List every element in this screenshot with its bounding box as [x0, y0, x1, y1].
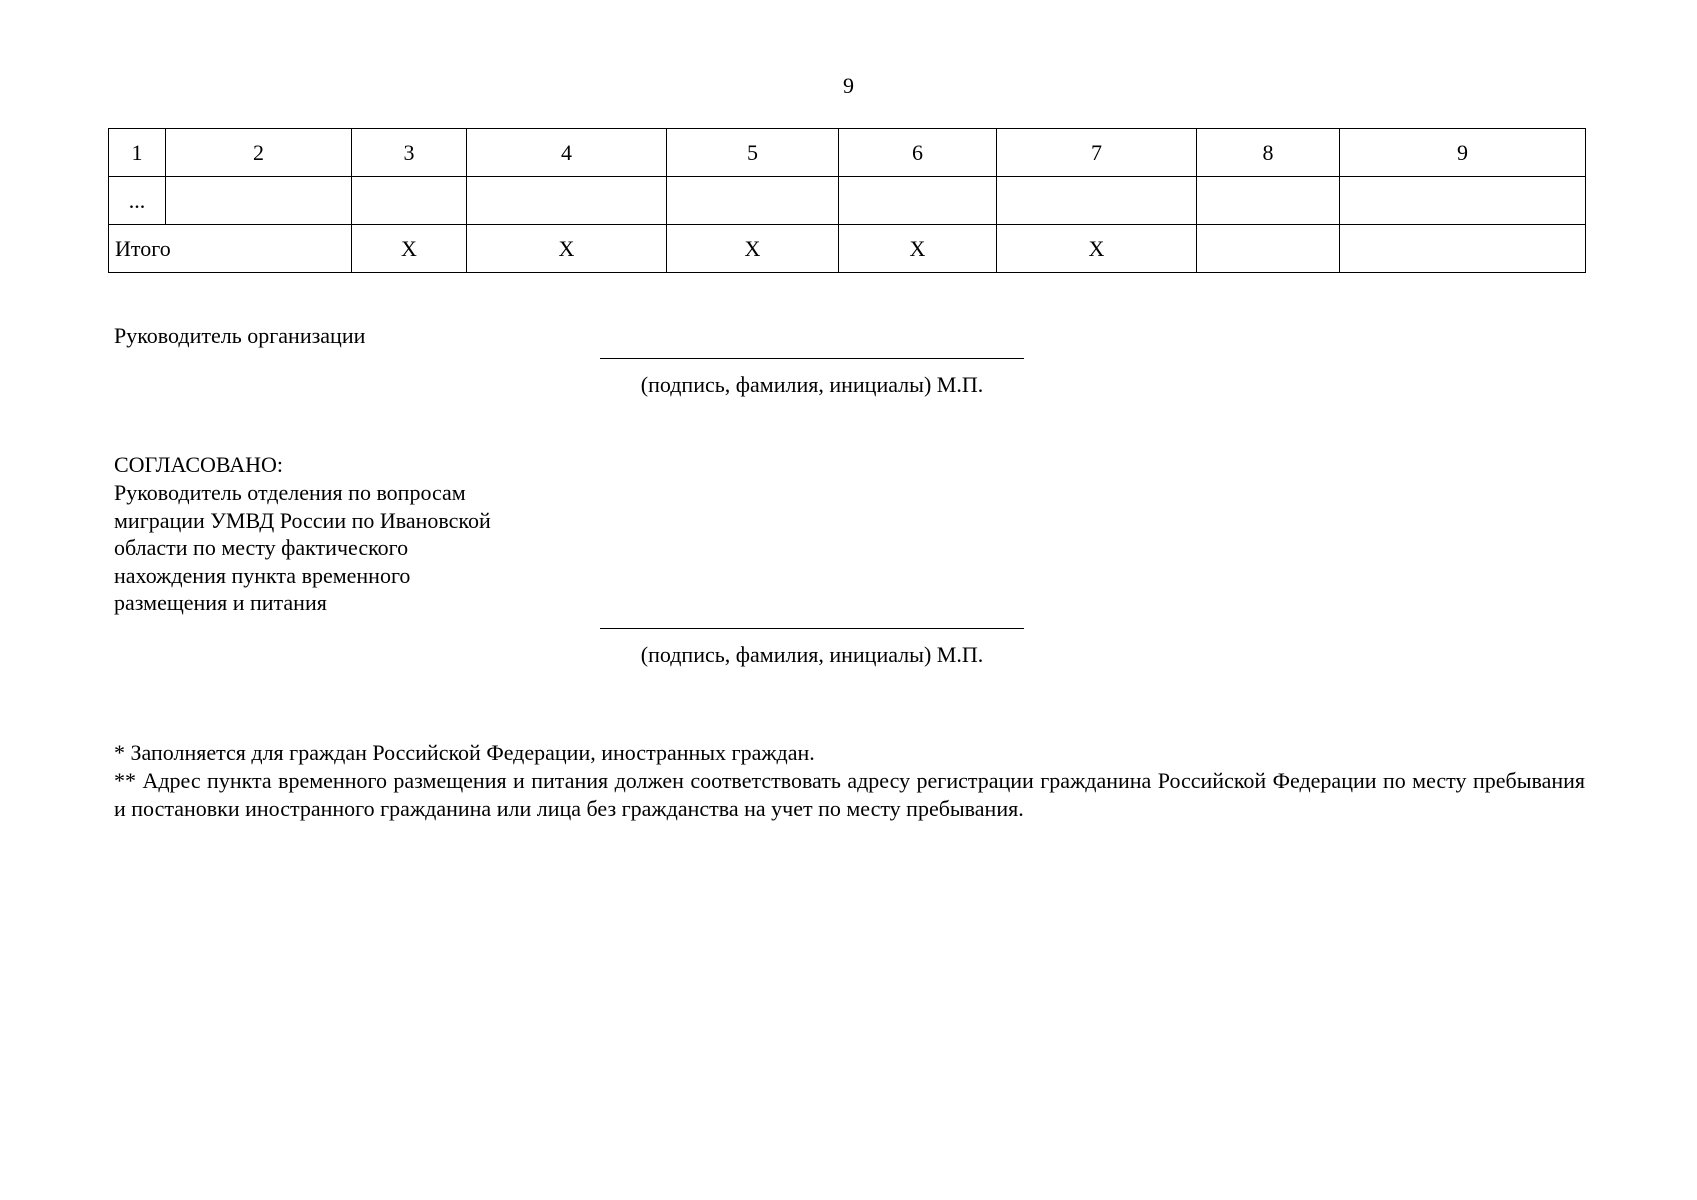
- approval-line: миграции УМВД России по Ивановской: [114, 507, 491, 533]
- page-number: 9: [843, 73, 854, 98]
- signature-caption: (подпись, фамилия, инициалы) М.П.: [640, 372, 984, 397]
- table-cell: X: [839, 225, 997, 273]
- table-cell: X: [352, 225, 467, 273]
- table-cell: [1197, 177, 1340, 225]
- head-signature-label: Руководитель организации: [114, 323, 366, 348]
- column-number: 3: [352, 129, 467, 177]
- table-cell: [667, 177, 839, 225]
- table-row: [109, 177, 1586, 225]
- table-cell: [997, 177, 1197, 225]
- approval-text: [114, 479, 574, 617]
- approval-line: нахождения пункта временного: [114, 562, 411, 588]
- column-number: 8: [1197, 129, 1340, 177]
- signature-line: [600, 628, 1024, 629]
- table-header-row: [109, 129, 1586, 177]
- table-cell: [1340, 177, 1586, 225]
- table-cell: [352, 177, 467, 225]
- table-cell: [1340, 225, 1586, 273]
- table-cell: [166, 177, 352, 225]
- signature-caption: (подпись, фамилия, инициалы) М.П.: [640, 642, 984, 667]
- signature-line: [600, 358, 1024, 359]
- column-number: 1: [109, 129, 166, 177]
- column-number: 4: [467, 129, 667, 177]
- footnote: ** Адрес пункта временного размещения и питания должен соответствовать адресу регистрации гражданина Российской Федерации по месту пребывания и постановки иностранного гражданина или лица без гражданства на учет по месту пребывания.: [114, 768, 1585, 821]
- total-label: Итого: [109, 225, 352, 273]
- table-cell: [1197, 225, 1340, 273]
- column-number: 7: [997, 129, 1197, 177]
- table-cell: X: [467, 225, 667, 273]
- table-total-row: [109, 225, 1586, 273]
- column-number: 5: [667, 129, 839, 177]
- data-table: [108, 128, 1586, 273]
- table-cell: ...: [109, 177, 166, 225]
- column-number: 2: [166, 129, 352, 177]
- approval-line: области по месту фактического: [114, 535, 409, 560]
- footnote: * Заполняется для граждан Российской Федерации, иностранных граждан.: [114, 740, 815, 765]
- approval-line: размещения и питания: [114, 590, 327, 615]
- table-cell: X: [667, 225, 839, 273]
- approval-line: Руководитель отделения по вопросам: [114, 480, 466, 505]
- footnotes: [114, 739, 1585, 823]
- column-number: 9: [1340, 129, 1586, 177]
- column-number: 6: [839, 129, 997, 177]
- table-cell: [839, 177, 997, 225]
- table-cell: [467, 177, 667, 225]
- approval-heading: СОГЛАСОВАНО:: [114, 452, 283, 477]
- table-cell: X: [997, 225, 1197, 273]
